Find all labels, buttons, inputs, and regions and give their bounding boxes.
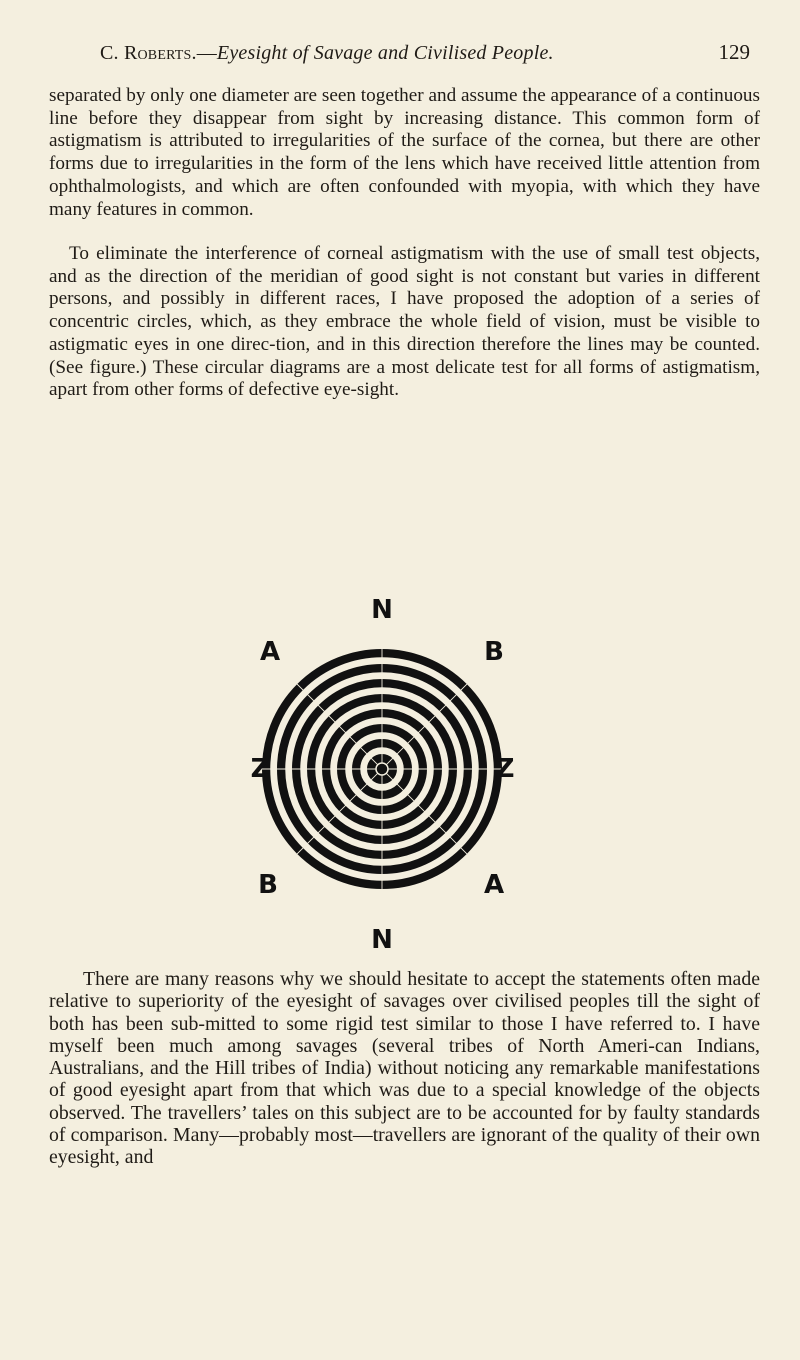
running-title: C. Roberts.—Eyesight of Savage and Civilised People. [100, 42, 554, 64]
label-upper-left-a: A [259, 637, 281, 667]
label-bottom-n: N [371, 925, 393, 955]
label-lower-left-b: B [258, 870, 278, 900]
label-lower-right-a: A [483, 870, 505, 900]
concentric-circles-diagram [232, 588, 532, 958]
page-number: 129 [718, 40, 750, 64]
label-right-z: Z [495, 754, 515, 784]
astigmatism-test-figure [232, 588, 532, 958]
label-upper-right-b: B [484, 637, 504, 667]
paragraph-1: separated by only one diameter are seen together and assume the appearance of a continuous line before they disappear from sight by increasing distance. This common form of astigmatism is attributed to irregularities of the surface of the cornea, but there are other forms due to irregularities in the form of the lens which have received little attention from ophthalmologists, and which are often confounded with myopia, with which they have many features in common. [49, 85, 760, 220]
concentric-rings [262, 649, 502, 889]
paragraph-3: There are many reasons why we should hesitate to accept the statements often made relative to superiority of the eyesight of savages over civilised peoples till the sight of both has been sub-mitted to some rigid test similar to those I have referred to. I have myself been much among savages (several tribes of North Ameri-can Indians, Australians, and the Hill tribes of India) without noticing any remarkable manifestations of good eyesight apart from that which was due to a special knowledge of the objects observed. The travellers’ tales on this subject are to be accounted for by faulty standards of comparison. Many—probably most—travellers are ignorant of the quality of their own eyesight, and [49, 968, 760, 1169]
header-author: C. Roberts. [100, 42, 197, 64]
running-header [100, 40, 750, 65]
header-title: Eyesight of Savage and Civilised People. [216, 42, 554, 64]
label-top-n: N [371, 595, 393, 625]
paragraph-2: To eliminate the interference of corneal astigmatism with the use of small test objects, and as the direction of the meridian of good sight is not constant but varies in different persons, and possibly in different races, I have proposed the adoption of a series of concentric circles, which, as they embrace the whole field of vision, must be visible to astigmatic eyes in one direc-tion, and in this direction therefore the lines may be counted. (See figure.) These circular diagrams are a most delicate test for all forms of astigmatism, apart from other forms of defective eye-sight. [49, 243, 760, 401]
label-left-z: Z [250, 754, 270, 784]
center-dot [377, 764, 388, 775]
